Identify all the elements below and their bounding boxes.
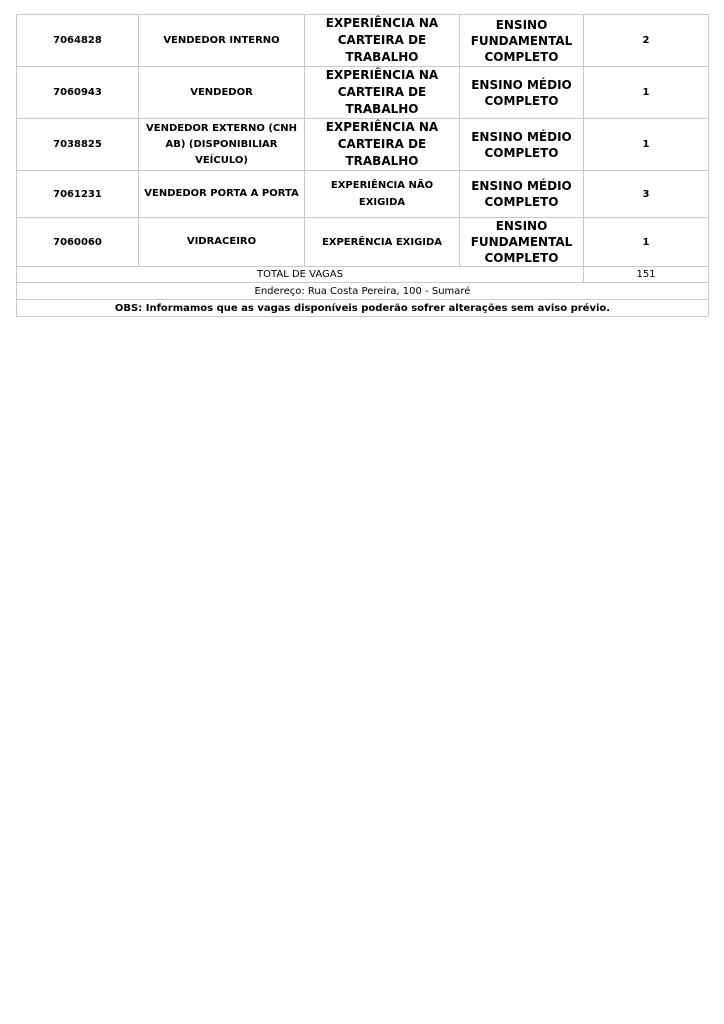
obs-text: OBS: Informamos que as vagas disponíveis poderão sofrer alterações sem aviso prévio.: [17, 300, 709, 317]
job-vacancies: 2: [584, 15, 709, 67]
job-education: ENSINO FUNDAMENTAL COMPLETO: [460, 15, 584, 67]
job-experience: EXPERIÊNCIA NÃO EXIGIDA: [305, 171, 460, 218]
job-title: VENDEDOR EXTERNO (CNH AB) (DISPONIBILIAR VEÍCULO): [139, 119, 305, 171]
job-education: ENSINO MÉDIO COMPLETO: [460, 171, 584, 218]
job-title: VENDEDOR INTERNO: [139, 15, 305, 67]
total-label: TOTAL DE VAGAS: [17, 267, 584, 283]
job-education: ENSINO FUNDAMENTAL COMPLETO: [460, 218, 584, 267]
address-text: Endereço: Rua Costa Pereira, 100 - Sumaré: [17, 283, 709, 300]
job-code: 7038825: [17, 119, 139, 171]
job-experience: EXPERÊNCIA EXIGIDA: [305, 218, 460, 267]
total-row: [17, 267, 709, 283]
job-experience: EXPERIÊNCIA NA CARTEIRA DE TRABALHO: [305, 119, 460, 171]
job-code: 7061231: [17, 171, 139, 218]
job-title: VENDEDOR PORTA A PORTA: [139, 171, 305, 218]
job-education: ENSINO MÉDIO COMPLETO: [460, 67, 584, 119]
total-value: 151: [584, 267, 709, 283]
table-row: [17, 119, 709, 171]
job-code: 7060943: [17, 67, 139, 119]
job-vacancies-table: [16, 14, 709, 317]
job-vacancies: 1: [584, 67, 709, 119]
address-row: [17, 283, 709, 300]
job-vacancies: 3: [584, 171, 709, 218]
table-row: [17, 15, 709, 67]
table-row: [17, 218, 709, 267]
job-experience: EXPERIÊNCIA NA CARTEIRA DE TRABALHO: [305, 15, 460, 67]
job-vacancies: 1: [584, 218, 709, 267]
job-title: VIDRACEIRO: [139, 218, 305, 267]
job-code: 7060060: [17, 218, 139, 267]
table-row: [17, 171, 709, 218]
job-title: VENDEDOR: [139, 67, 305, 119]
job-vacancies: 1: [584, 119, 709, 171]
job-code: 7064828: [17, 15, 139, 67]
table-row: [17, 67, 709, 119]
obs-row: [17, 300, 709, 317]
job-education: ENSINO MÉDIO COMPLETO: [460, 119, 584, 171]
job-experience: EXPERIÊNCIA NA CARTEIRA DE TRABALHO: [305, 67, 460, 119]
